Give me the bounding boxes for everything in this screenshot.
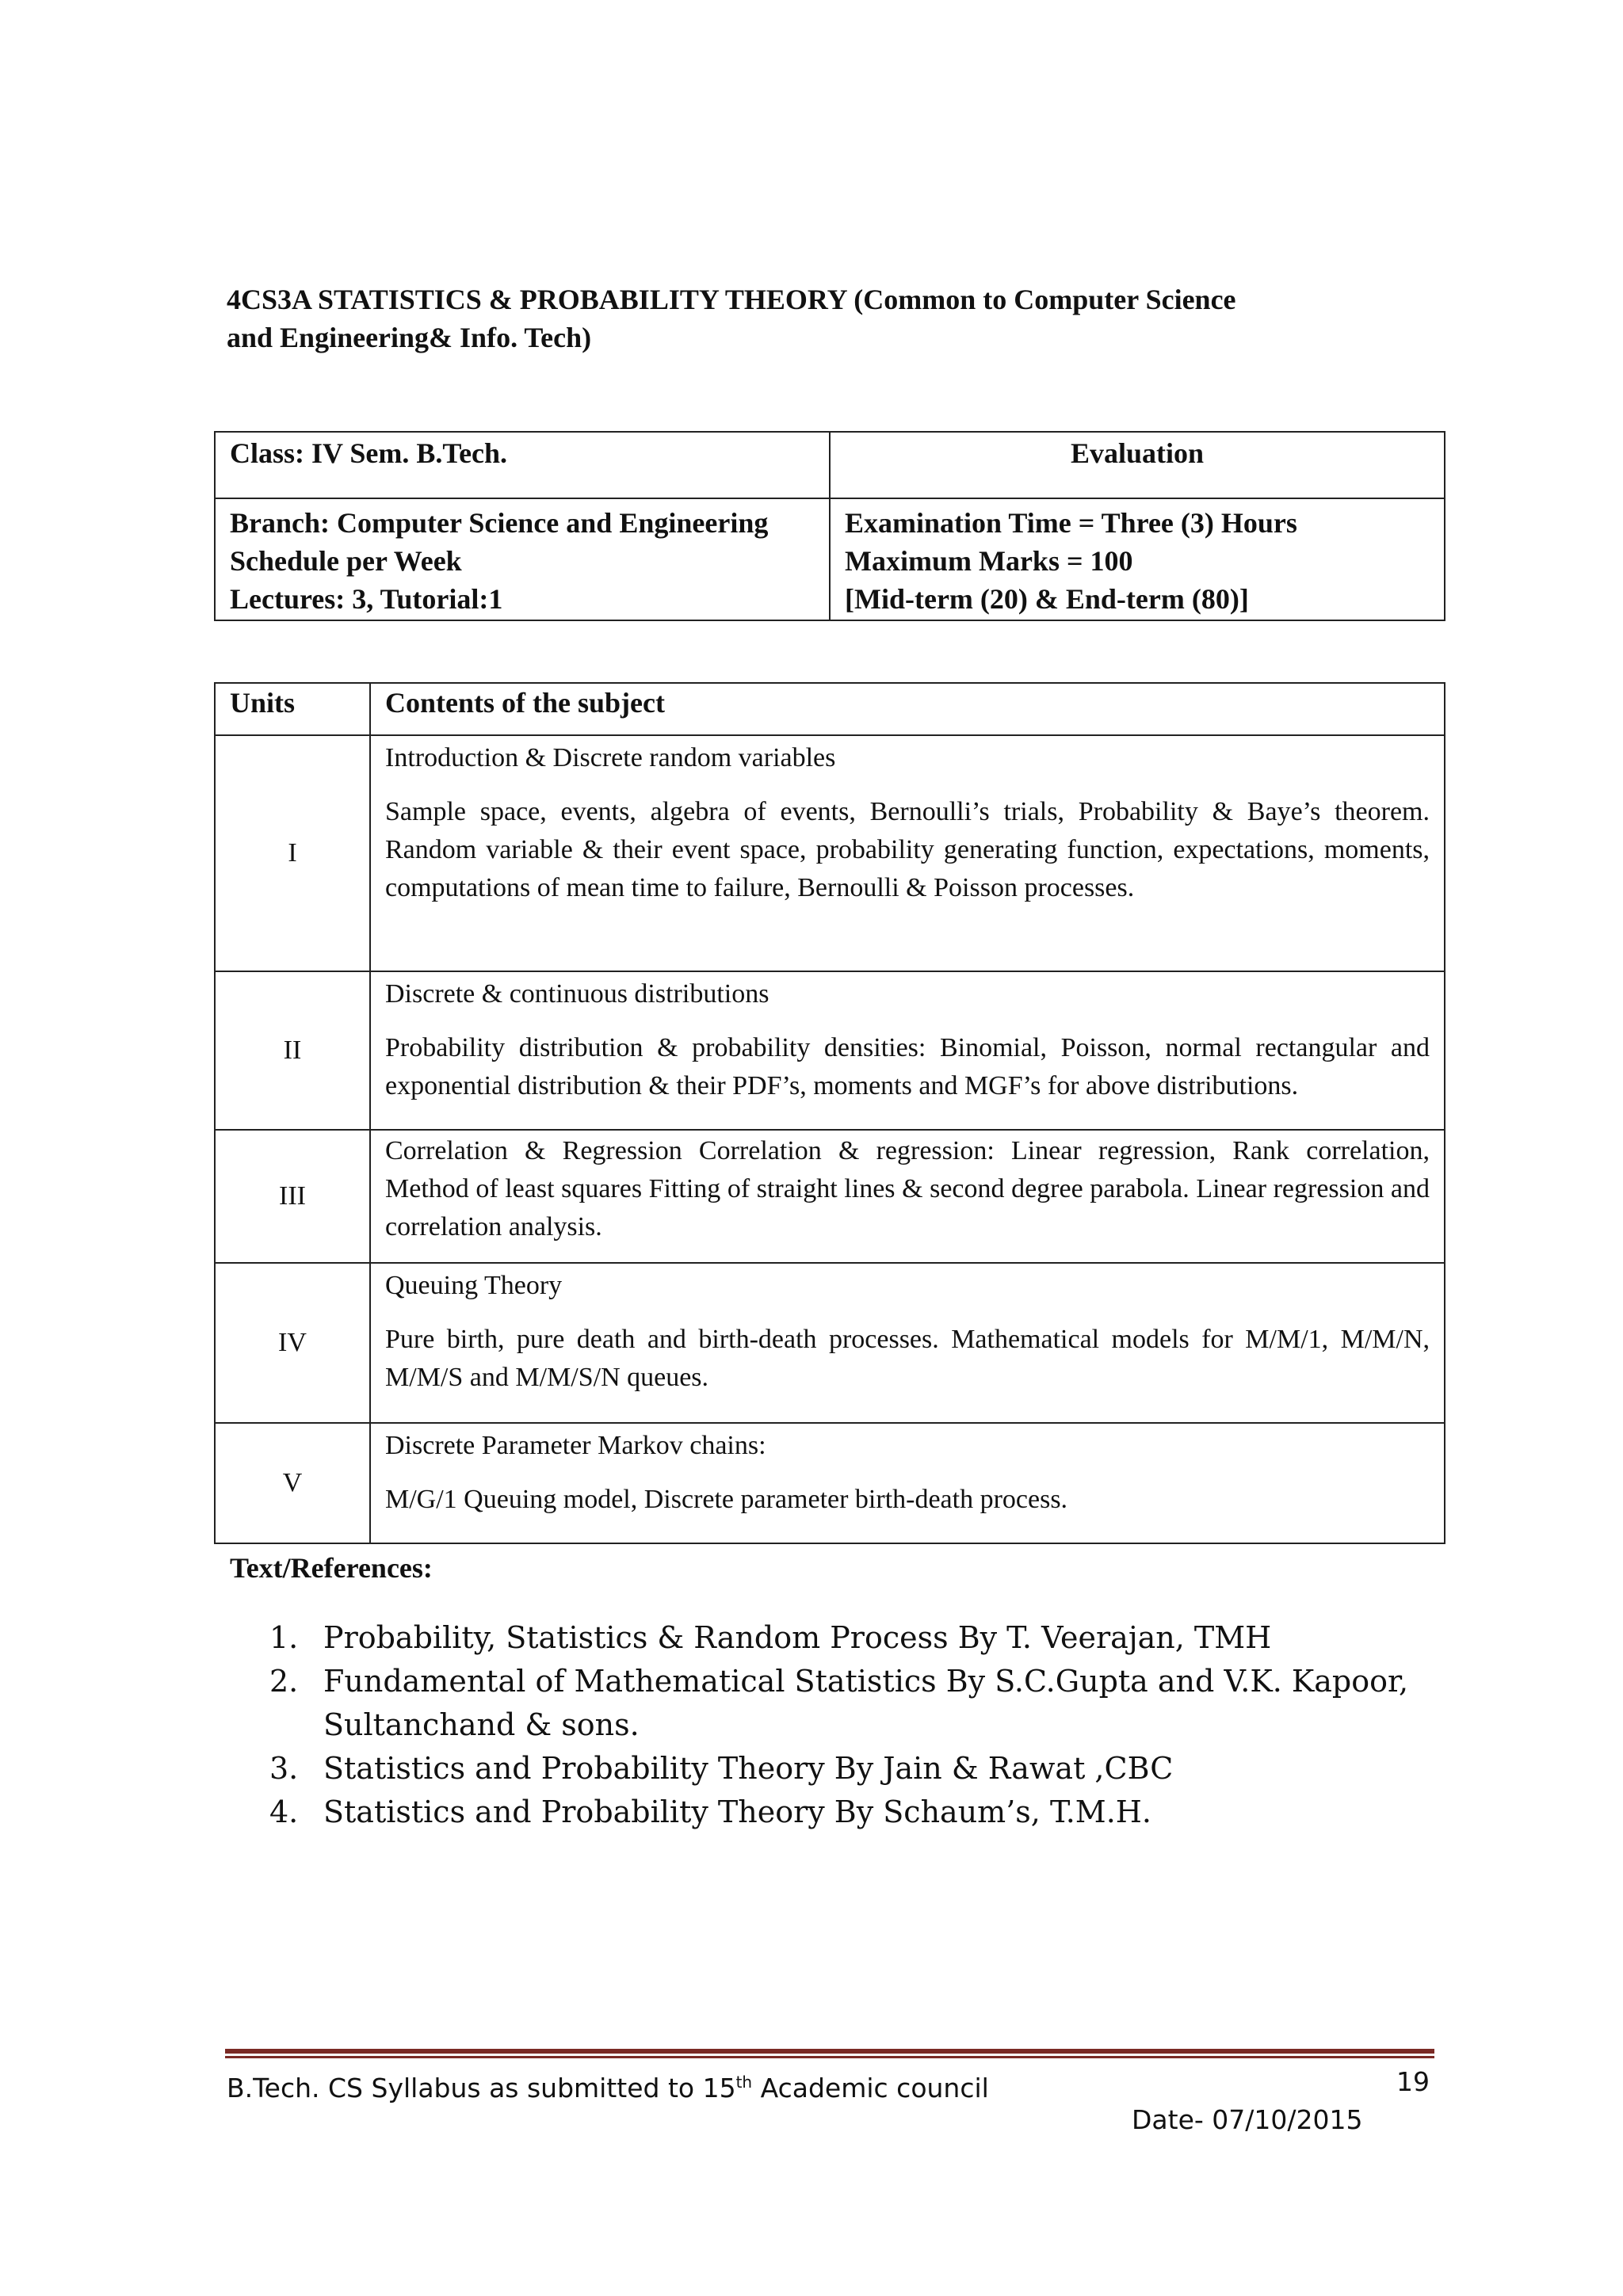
- exam-time-text: Examination Time = Three (3) Hours: [845, 507, 1297, 539]
- course-title: [227, 280, 1415, 357]
- lectures-text: Lectures: 3, Tutorial:1: [230, 583, 503, 615]
- unit-number: III: [215, 1130, 370, 1263]
- unit-title: Discrete Parameter Markov chains:: [385, 1431, 766, 1460]
- branch-text: Branch: Computer Science and Engineering: [230, 507, 769, 539]
- unit-description: Correlation & Regression Correlation & regression: Linear regression, Rank correlation, Method of least squares Fitting of straight lines & second degree parabola. Linear regression and correlation analysis.: [385, 1136, 1430, 1241]
- contents-table: [214, 682, 1445, 1544]
- reference-number: 3.: [269, 1751, 299, 1786]
- unit-title: Introduction & Discrete random variables: [385, 743, 836, 772]
- evaluation-header: Evaluation: [830, 432, 1445, 498]
- unit-description: Probability distribution & probability densities: Binomial, Poisson, normal rectangular and exponential distribution & their PDF’s, moments and MGF’s for above distributions.: [385, 1033, 1430, 1100]
- footer-text-start: B.Tech. CS Syllabus as submitted to 15: [227, 2073, 736, 2103]
- reference-item: [269, 1791, 1411, 1834]
- reference-text: Statistics and Probability Theory By Jain & Rawat ,CBC: [323, 1751, 1174, 1786]
- unit-title: Discrete & continuous distributions: [385, 979, 769, 1009]
- reference-text: Fundamental of Mathematical Statistics By S.C.Gupta and V.K. Kapoor, Sultanchand & sons.: [323, 1664, 1409, 1742]
- schedule-text: Schedule per Week: [230, 545, 462, 577]
- unit-number: IV: [215, 1263, 370, 1423]
- reference-item: [269, 1747, 1411, 1791]
- reference-text: Statistics and Probability Theory By Schaum’s, T.M.H.: [323, 1794, 1151, 1829]
- reference-number: 2.: [269, 1664, 299, 1699]
- footer-text-end: Academic council: [752, 2073, 989, 2103]
- unit-contents: [370, 1423, 1445, 1543]
- unit-contents: [370, 1130, 1445, 1263]
- unit-row: [215, 735, 1445, 971]
- unit-contents: [370, 1263, 1445, 1423]
- unit-number: I: [215, 735, 370, 971]
- unit-description: Pure birth, pure death and birth-death processes. Mathematical models for M/M/1, M/M/N, M/M/S and M/M/S/N queues.: [385, 1325, 1430, 1392]
- footer-date: Date- 07/10/2015: [1132, 2104, 1363, 2135]
- reference-text: Probability, Statistics & Random Process By T. Veerajan, TMH: [323, 1620, 1272, 1655]
- unit-contents: [370, 735, 1445, 971]
- footer-rule-thin: [225, 2056, 1434, 2058]
- page-number: 19: [1396, 2066, 1430, 2097]
- class-cell: Class: IV Sem. B.Tech.: [215, 432, 830, 498]
- course-title-line2: and Engineering& Info. Tech): [227, 322, 592, 353]
- footer-rule: [225, 2049, 1434, 2054]
- unit-number: II: [215, 971, 370, 1130]
- reference-number: 1.: [269, 1620, 299, 1655]
- contents-header: Contents of the subject: [370, 683, 1445, 735]
- unit-row: [215, 1423, 1445, 1543]
- course-title-line1: 4CS3A STATISTICS & PROBABILITY THEORY (Common to Computer Science: [227, 284, 1236, 315]
- unit-row: [215, 971, 1445, 1130]
- reference-number: 4.: [269, 1794, 299, 1829]
- unit-row: [215, 1130, 1445, 1263]
- footer-superscript: th: [735, 2073, 753, 2092]
- unit-description: Sample space, events, algebra of events, Bernoulli’s trials, Probability & Baye’s theorem. Random variable & their event space, probability generating function, expectations, moments, computations of mean time to failure, Bernoulli & Poisson processes.: [385, 797, 1430, 902]
- units-header: Units: [215, 683, 370, 735]
- unit-number: V: [215, 1423, 370, 1543]
- unit-contents: [370, 971, 1445, 1130]
- footer-syllabus-note: [227, 2063, 989, 2107]
- references-heading: Text/References:: [230, 1552, 433, 1584]
- course-info-table: [214, 431, 1445, 621]
- unit-description: M/G/1 Queuing model, Discrete parameter birth-death process.: [385, 1485, 1068, 1514]
- reference-item: [269, 1616, 1411, 1660]
- branch-schedule-cell: [215, 498, 830, 620]
- unit-row: [215, 1263, 1445, 1423]
- exam-info-cell: [830, 498, 1445, 620]
- marks-split-text: [Mid-term (20) & End-term (80)]: [845, 583, 1249, 615]
- reference-item: [269, 1660, 1411, 1747]
- references-list: [269, 1616, 1411, 1834]
- max-marks-text: Maximum Marks = 100: [845, 545, 1133, 577]
- unit-title: Queuing Theory: [385, 1271, 563, 1300]
